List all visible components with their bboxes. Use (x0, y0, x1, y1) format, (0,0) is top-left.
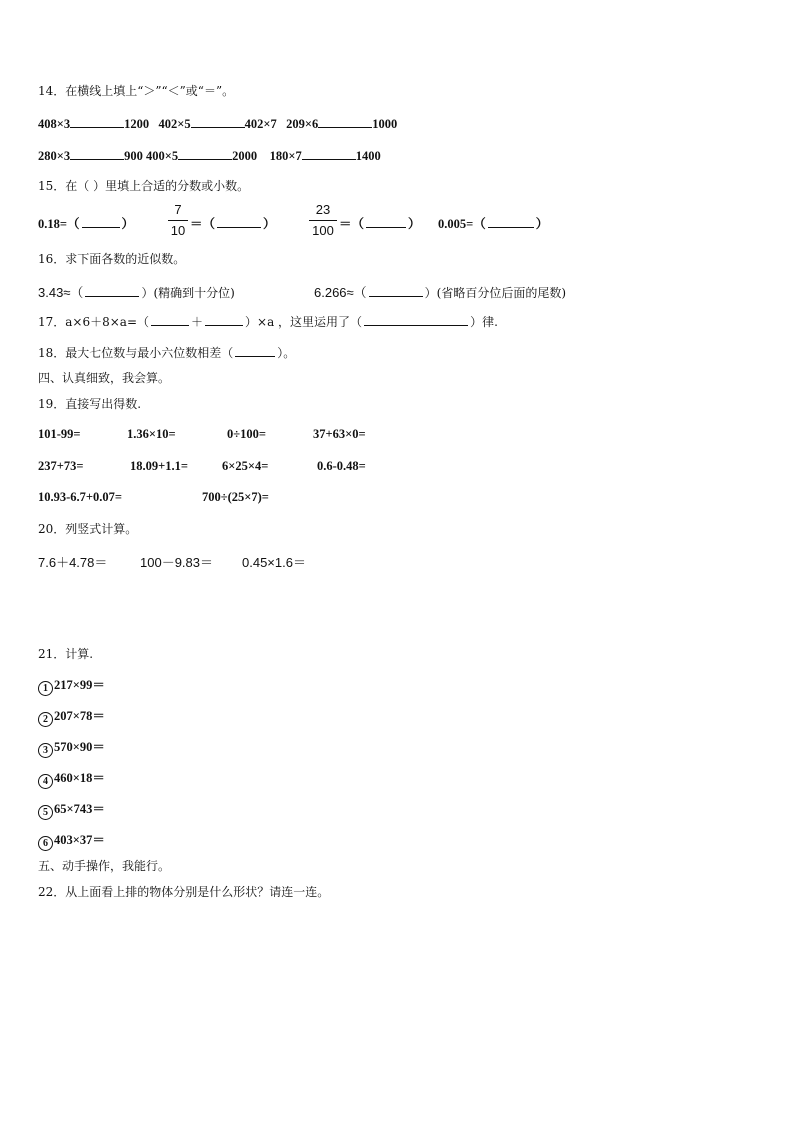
q19-r2-c3: 6×25×4= (222, 459, 269, 473)
answer-blank[interactable] (178, 147, 232, 160)
answer-blank[interactable] (302, 147, 356, 160)
plus-sign: ＋ (191, 315, 204, 329)
q20-item2: 100－9.83＝ (140, 555, 213, 570)
close-paren: ） (408, 217, 421, 231)
q21-item-4 (38, 770, 105, 789)
answer-blank[interactable] (217, 215, 261, 228)
q21-item-1 (38, 677, 105, 696)
q18 (38, 344, 295, 361)
q19-r3-c1: 10.93-6.7+0.07= (38, 490, 123, 504)
fraction-bar (309, 220, 337, 221)
answer-blank[interactable] (366, 215, 406, 228)
q19-r1-c4: 37+63×0= (313, 427, 366, 441)
q21-expr: 570×90＝ (54, 740, 105, 754)
q14-r1-a-right: 1200 (124, 117, 150, 131)
fraction-bar (168, 220, 188, 221)
q19-r1-c2: 1.36×10= (127, 427, 176, 441)
q20-item1: 7.6＋4.78＝ (38, 555, 108, 570)
q15-item4-text: 0.005=（ (438, 217, 486, 231)
q20-title: 20．列竖式计算。 (38, 522, 138, 536)
q19-r2-c4: 0.6-0.48= (317, 459, 366, 473)
close-paren: ） (535, 217, 549, 231)
fraction-23-100 (309, 202, 337, 239)
q16-b (314, 282, 566, 301)
equals-paren: ＝（ (190, 217, 216, 231)
q14-r1-c-right: 1000 (372, 117, 398, 131)
circled-number: 2 (38, 712, 53, 727)
q14-row1 (38, 115, 397, 132)
q16-b-value: 6.266≈（ (314, 285, 367, 300)
q17-suffix: ）律. (470, 315, 498, 329)
q21-title: 21．计算. (38, 647, 94, 661)
q21-item-5 (38, 801, 105, 820)
q19-r2-c1: 237+73= (38, 459, 84, 473)
answer-blank[interactable] (70, 115, 124, 128)
q17-middle: ）×a ，这里运用了（ (245, 315, 363, 329)
q21-item-6 (38, 832, 105, 851)
circled-number: 1 (38, 681, 53, 696)
q17 (38, 313, 498, 330)
q16-a-note: ）(精确到十分位) (141, 286, 235, 300)
q21-expr: 217×99＝ (54, 678, 105, 692)
q15-item1 (38, 214, 134, 232)
circled-number: 5 (38, 805, 53, 820)
fraction-7-10 (168, 202, 188, 239)
section-4-heading: 四、认真细致，我会算。 (38, 371, 171, 385)
circled-number: 6 (38, 836, 53, 851)
q16-b-note: ）(省略百分位后面的尾数) (424, 286, 567, 300)
q21-expr: 460×18＝ (54, 771, 105, 785)
close-paren: ） (263, 217, 276, 231)
q16-title: 16．求下面各数的近似数。 (38, 252, 186, 266)
q17-prefix: 17．a×6＋8×a=（ (38, 315, 150, 329)
equals-paren: ＝（ (339, 217, 365, 231)
q14-r2-b-left: 400×5 (146, 149, 179, 163)
q15-item4 (438, 214, 548, 232)
answer-blank[interactable] (488, 215, 534, 228)
q15-item2-answer (190, 214, 276, 232)
q14-row2 (38, 147, 381, 164)
circled-number: 4 (38, 774, 53, 789)
q19-r2-c2: 18.09+1.1= (130, 459, 188, 473)
q14-r1-c-left: 209×6 (286, 117, 319, 131)
q19-r3-c2: 700÷(25×7)= (202, 490, 269, 504)
q14-r1-b-left: 402×5 (158, 117, 191, 131)
section-5-heading: 五、动手操作，我能行。 (38, 859, 171, 873)
denominator: 100 (312, 223, 334, 238)
q19-title: 19．直接写出得数. (38, 397, 142, 411)
q14-title: 14．在横线上填上“＞”“＜”或“＝”。 (38, 84, 235, 98)
q21-expr: 207×78＝ (54, 709, 105, 723)
answer-blank[interactable] (82, 215, 120, 228)
close-paren: ） (121, 217, 135, 231)
q18-end: ）。 (277, 346, 296, 360)
answer-blank[interactable] (205, 313, 243, 326)
q21-item-3 (38, 739, 105, 758)
q20-item3: 0.45×1.6＝ (242, 555, 306, 570)
q19-r1-c1: 101-99= (38, 427, 81, 441)
q14-r2-a-left: 280×3 (38, 149, 71, 163)
q14-r2-c-right: 1400 (355, 149, 381, 163)
answer-blank[interactable] (191, 115, 245, 128)
q14-r1-a-left: 408×3 (38, 117, 71, 131)
numerator: 23 (315, 202, 331, 217)
q21-expr: 403×37＝ (54, 833, 105, 847)
answer-blank[interactable] (151, 313, 189, 326)
q15-item1-text: 0.18=（ (38, 217, 80, 231)
numerator: 7 (174, 202, 182, 217)
q15-title: 15．在（ ）里填上合适的分数或小数。 (38, 179, 250, 193)
q22-title: 22．从上面看上排的物体分别是什么形状？请连一连。 (38, 885, 330, 899)
q14-r2-c-left: 180×7 (269, 149, 302, 163)
q16-a (38, 282, 235, 301)
q14-r1-b-right: 402×7 (244, 117, 277, 131)
answer-blank[interactable] (235, 344, 275, 357)
answer-blank[interactable] (318, 115, 372, 128)
answer-blank[interactable] (70, 147, 124, 160)
answer-blank[interactable] (85, 284, 139, 297)
q21-expr: 65×743＝ (54, 802, 105, 816)
answer-blank[interactable] (364, 313, 468, 326)
q14-r2-a-right: 900 (124, 149, 143, 163)
q15-item3-answer (339, 214, 421, 232)
circled-number: 3 (38, 743, 53, 758)
answer-blank[interactable] (369, 284, 423, 297)
q14-r2-b-right: 2000 (232, 149, 258, 163)
q21-item-2 (38, 708, 105, 727)
q18-text: 18．最大七位数与最小六位数相差（ (38, 346, 234, 360)
denominator: 10 (170, 223, 186, 238)
q19-r1-c3: 0÷100= (227, 427, 266, 441)
q16-a-value: 3.43≈（ (38, 285, 84, 300)
